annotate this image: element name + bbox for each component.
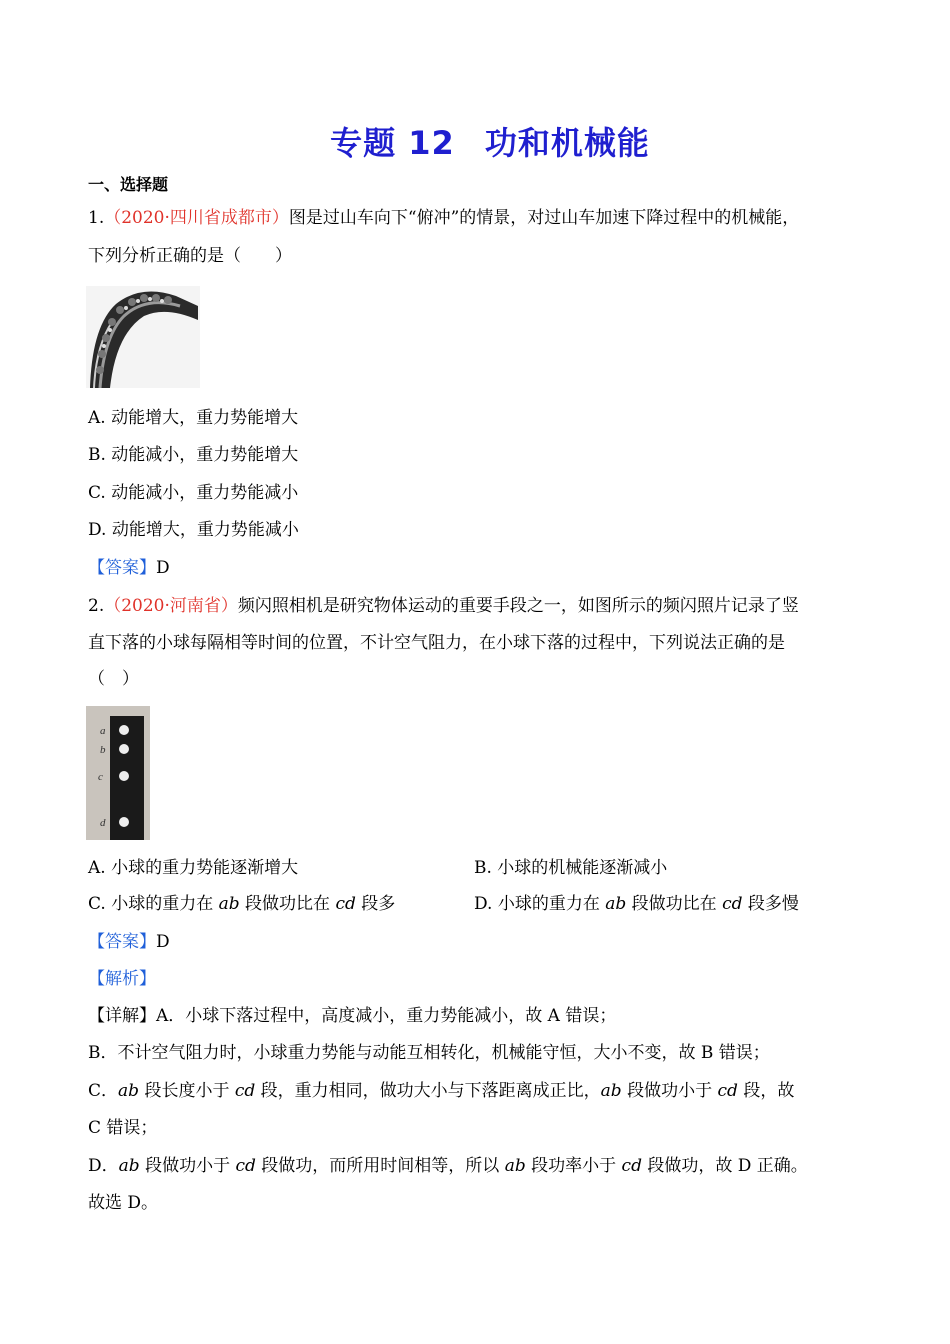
q2-stem-line2: 直下落的小球每隔相等时间的位置，不计空气阻力，在小球下落的过程中，下列说法正确的是	[88, 633, 785, 653]
page-title	[0, 118, 950, 164]
q2-option-c: C. 小球的重力在 ab 段做功比在 cd 段多	[88, 894, 396, 914]
q2-stem-line3: （ ）	[88, 669, 139, 689]
q2-detail-line4: C 错误；	[88, 1118, 158, 1138]
q1-option-b: B. 动能减小，重力势能增大	[88, 445, 299, 465]
strobe-label-d: d	[100, 817, 106, 829]
strobe-label-b: b	[100, 744, 106, 756]
q2-source: （2020·河南省）	[104, 596, 238, 616]
q2-detail-line5: D．ab 段做功小于 cd 段做功，而所用时间相等，所以 ab 段功率小于 cd 段做功，故 D 正确。	[88, 1156, 808, 1176]
q1-option-c: C. 动能减小，重力势能减小	[88, 483, 299, 503]
q2-number: 2.	[88, 596, 105, 616]
q2-detail-line3: C．ab 段长度小于 cd 段，重力相同，做功大小与下落距离成正比，ab 段做功小于 cd 段，故	[88, 1081, 795, 1101]
section-heading: 一、选择题	[88, 175, 169, 194]
strobe-label-a: a	[100, 725, 106, 737]
q1-answer-label: 【答案】	[88, 558, 156, 578]
title-topic-number: 专题 12	[330, 124, 455, 162]
q1-option-a: A. 动能增大，重力势能增大	[88, 408, 299, 428]
roller-coaster-image	[86, 286, 200, 388]
q2-option-a: A. 小球的重力势能逐渐增大	[88, 858, 299, 878]
q2-answer-value: D	[156, 932, 170, 952]
q2-option-b: B. 小球的机械能逐渐减小	[474, 858, 668, 878]
q2-analysis-label: 【解析】	[88, 969, 156, 989]
q1-source: （2020·四川省成都市）	[104, 208, 289, 228]
q1-stem-line1: 1.（2020·四川省成都市）图是过山车向下“俯冲”的情景，对过山车加速下降过程中的机械能，	[88, 208, 800, 228]
strobe-label-c: c	[98, 771, 103, 783]
q1-answer-value: D	[156, 558, 170, 578]
q1-stem-line2: 下列分析正确的是（ ）	[88, 246, 292, 266]
q2-detail-line6: 故选 D。	[88, 1193, 159, 1213]
q1-answer	[88, 556, 170, 580]
q2-detail-line1: 【详解】A．小球下落过程中，高度减小，重力势能减小，故 A 错误；	[88, 1006, 617, 1026]
q2-stem-line1: 2.（2020·河南省）频闪照相机是研究物体运动的重要手段之一，如图所示的频闪照片记录了竖	[88, 596, 799, 616]
q2-option-d: D. 小球的重力在 ab 段做功比在 cd 段多慢	[474, 894, 799, 914]
title-topic-name: 功和机械能	[484, 124, 650, 162]
q2-answer-label: 【答案】	[88, 932, 156, 952]
q1-option-d: D. 动能增大，重力势能减小	[88, 520, 299, 540]
q2-answer	[88, 930, 170, 954]
q2-detail-line2: B．不计空气阻力时，小球重力势能与动能互相转化，机械能守恒，大小不变，故 B 错误；	[88, 1043, 770, 1063]
q1-number: 1.	[88, 208, 105, 228]
strobe-photo-image	[86, 706, 150, 840]
